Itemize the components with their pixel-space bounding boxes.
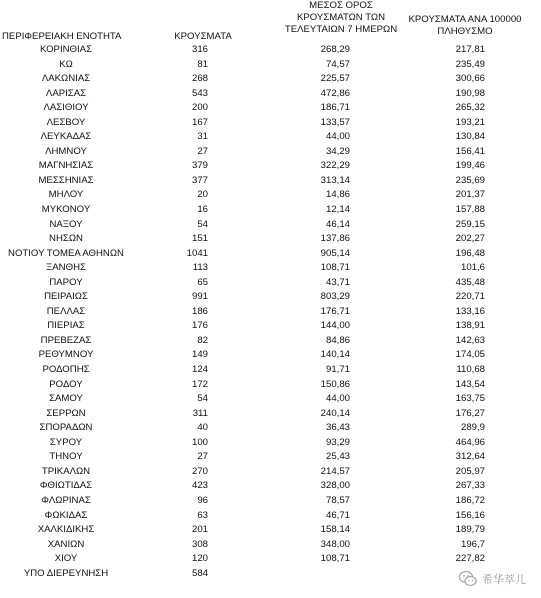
- average-cell: 225,57: [320, 73, 350, 85]
- column-header-region: ΠΕΡΙΦΕΡΕΙΑΚΗ ΕΝΟΤΗΤΑ: [2, 31, 122, 42]
- table-row: [0, 159, 541, 174]
- cases-cell: 311: [192, 407, 208, 419]
- region-cell: ΣΠΟΡΑΔΩΝ: [39, 422, 93, 434]
- column-header-average-line-3: ΤΕΛΕΥΤΑΙΩΝ 7 ΗΜΕΡΩΝ: [284, 24, 398, 35]
- cases-cell: 124: [191, 364, 208, 376]
- region-cell: ΞΑΝΘΗΣ: [46, 262, 86, 274]
- wechat-icon: [458, 569, 478, 589]
- table-row: [0, 509, 541, 524]
- per-100k-cell: 267,33: [455, 480, 485, 492]
- per-100k-cell: 156,41: [455, 145, 485, 157]
- table-row: [0, 421, 541, 436]
- per-100k-cell: 143,54: [455, 378, 485, 390]
- region-cell: ΚΩ: [59, 58, 73, 70]
- cases-cell: 81: [197, 58, 208, 70]
- column-header-average: [270, 0, 412, 36]
- region-cell: ΛΑΣΙΘΙΟΥ: [43, 102, 89, 114]
- column-header-average-line-2: ΚΡΟΥΣΜΑΤΩΝ ΤΩΝ: [296, 12, 386, 23]
- column-header-cases: ΚΡΟΥΣΜΑΤΑ: [174, 31, 232, 42]
- table-row: [0, 392, 541, 407]
- average-cell: 144,00: [320, 320, 350, 332]
- average-cell: 803,29: [320, 291, 350, 303]
- table-row: [0, 87, 541, 102]
- average-cell: 268,29: [320, 44, 350, 55]
- per-100k-cell: 193,21: [455, 116, 485, 128]
- cases-cell: 149: [191, 349, 208, 361]
- average-cell: 214,57: [320, 465, 350, 477]
- table-row: [0, 58, 541, 73]
- average-cell: 84,86: [325, 334, 350, 346]
- region-cell: ΦΘΙΩΤΙΔΑΣ: [39, 480, 93, 492]
- region-cell: ΡΟΔΟΥ: [49, 378, 83, 390]
- average-cell: 43,71: [325, 276, 350, 288]
- per-100k-cell: 186,72: [455, 494, 485, 506]
- region-cell: ΡΟΔΟΠΗΣ: [42, 364, 90, 376]
- region-cell: ΛΑΚΩΝΙΑΣ: [41, 73, 91, 85]
- cases-cell: 379: [191, 160, 208, 172]
- table-row: [0, 363, 541, 378]
- table-row: [0, 378, 541, 393]
- region-cell: ΤΡΙΚΑΛΩΝ: [41, 465, 91, 477]
- per-100k-cell: 220,71: [455, 291, 485, 303]
- region-cell: ΝΟΤΙΟΥ ΤΟΜΕΑ ΑΘΗΝΩΝ: [8, 247, 124, 259]
- average-cell: 328,00: [320, 480, 350, 492]
- table-row: [0, 538, 541, 553]
- table-row: [0, 276, 541, 291]
- average-cell: 74,57: [325, 58, 350, 70]
- region-cell: ΤΗΝΟΥ: [49, 451, 83, 463]
- per-100k-cell: 202,27: [455, 233, 485, 245]
- cases-cell: 308: [191, 538, 208, 550]
- region-cell: ΡΕΘΥΜΝΟΥ: [38, 349, 94, 361]
- table-row: [0, 101, 541, 116]
- table-row: [0, 261, 541, 276]
- column-header-per-100k-line-1: ΚΡΟΥΣΜΑΤΑ ΑΝΑ 100000: [408, 14, 522, 25]
- table-row: [0, 494, 541, 509]
- region-cell: ΝΑΞΟΥ: [49, 218, 83, 230]
- per-100k-cell: 235,69: [455, 174, 485, 186]
- table-row: [0, 552, 541, 567]
- cases-cell: 186: [191, 305, 208, 317]
- region-cell: ΜΗΛΟΥ: [48, 189, 84, 201]
- cases-table-body: [0, 43, 541, 581]
- region-cell: ΝΗΣΩΝ: [49, 233, 83, 245]
- column-header-per-100k: [400, 14, 530, 38]
- per-100k-cell: 312,64: [455, 451, 485, 463]
- cases-cell: 201: [191, 524, 208, 536]
- average-cell: 158,14: [320, 524, 350, 536]
- cases-cell: 27: [197, 145, 208, 157]
- watermark-text: 希华萃儿: [482, 574, 526, 586]
- table-row: [0, 348, 541, 363]
- cases-cell: 268: [191, 73, 208, 85]
- per-100k-cell: 196,7: [460, 538, 485, 550]
- per-100k-cell: 464,96: [455, 436, 485, 448]
- average-cell: 313,14: [320, 174, 350, 186]
- region-cell: ΧΑΛΚΙΔΙΚΗΣ: [37, 524, 95, 536]
- cases-cell: 151: [191, 233, 208, 245]
- average-cell: 322,29: [320, 160, 350, 172]
- average-cell: 46,14: [325, 218, 350, 230]
- average-cell: 348,00: [320, 538, 350, 550]
- per-100k-cell: 201,37: [455, 189, 485, 201]
- region-cell: ΣΥΡΟΥ: [49, 436, 83, 448]
- average-cell: 34,29: [325, 145, 350, 157]
- cases-cell: 423: [191, 480, 208, 492]
- region-cell: ΠΕΛΛΑΣ: [46, 305, 86, 317]
- per-100k-cell: 142,63: [455, 334, 485, 346]
- region-cell: ΚΟΡΙΝΘΙΑΣ: [39, 44, 93, 55]
- table-row: [0, 174, 541, 189]
- cases-cell: 20: [197, 189, 208, 201]
- cases-cell: 200: [191, 102, 208, 114]
- table-row: [0, 72, 541, 87]
- cases-cell: 584: [191, 567, 208, 579]
- cases-cell: 270: [191, 465, 208, 477]
- per-100k-cell: 163,75: [455, 393, 485, 405]
- cases-cell: 176: [191, 320, 208, 332]
- region-cell: ΠΙΕΡΙΑΣ: [47, 320, 85, 332]
- per-100k-cell: 190,98: [455, 87, 485, 99]
- per-100k-cell: 130,84: [455, 131, 485, 143]
- region-cell: ΜΥΚΟΝΟΥ: [41, 204, 91, 216]
- per-100k-cell: 189,79: [455, 524, 485, 536]
- per-100k-cell: 259,15: [455, 218, 485, 230]
- region-cell: ΠΕΙΡΑΙΩΣ: [44, 291, 88, 303]
- cases-cell: 31: [197, 131, 208, 143]
- per-100k-cell: 156,16: [455, 509, 485, 521]
- average-cell: 133,57: [320, 116, 350, 128]
- column-header-per-100k-line-2: ΠΛΗΘΥΣΜΟ: [437, 26, 493, 37]
- region-cell: ΜΑΓΝΗΣΙΑΣ: [38, 160, 94, 172]
- average-cell: 137,86: [320, 233, 350, 245]
- cases-cell: 991: [191, 291, 208, 303]
- cases-cell: 543: [191, 87, 208, 99]
- per-100k-cell: 217,81: [455, 44, 485, 55]
- table-row: [0, 334, 541, 349]
- per-100k-cell: 157,88: [455, 204, 485, 216]
- table-row: [0, 407, 541, 422]
- region-cell: ΥΠΟ ΔΙΕΡΕΥΝΗΣΗ: [23, 567, 109, 579]
- cases-cell: 27: [197, 451, 208, 463]
- table-row: [0, 523, 541, 538]
- region-cell: ΦΩΚΙΔΑΣ: [44, 509, 88, 521]
- per-100k-cell: 199,46: [455, 160, 485, 172]
- per-100k-cell: 110,68: [456, 364, 485, 376]
- average-cell: 140,14: [320, 349, 350, 361]
- table-row: [0, 188, 541, 203]
- average-cell: 44,00: [325, 131, 350, 143]
- region-cell: ΧΑΝΙΩΝ: [47, 538, 85, 550]
- table-row: [0, 290, 541, 305]
- average-cell: 25,43: [325, 451, 350, 463]
- cases-cell: 100: [191, 436, 208, 448]
- cases-cell: 172: [191, 378, 208, 390]
- cases-cell: 63: [197, 509, 208, 521]
- per-100k-cell: 435,48: [455, 276, 485, 288]
- table-row: [0, 319, 541, 334]
- cases-cell: 54: [197, 393, 208, 405]
- table-row: [0, 305, 541, 320]
- average-cell: 91,71: [325, 364, 350, 376]
- table-row: [0, 479, 541, 494]
- per-100k-cell: 235,49: [455, 58, 485, 70]
- average-cell: 176,71: [320, 305, 350, 317]
- per-100k-cell: 300,66: [455, 73, 485, 85]
- cases-cell: 120: [191, 553, 208, 565]
- cases-cell: 65: [197, 276, 208, 288]
- average-cell: 12,14: [325, 204, 350, 216]
- average-cell: 472,86: [320, 87, 350, 99]
- cases-cell: 54: [197, 218, 208, 230]
- cases-cell: 40: [197, 422, 208, 434]
- cases-cell: 82: [197, 334, 208, 346]
- column-header-average-line-1: ΜΕΣΟΣ ΟΡΟΣ: [309, 0, 373, 11]
- region-cell: ΛΕΣΒΟΥ: [46, 116, 86, 128]
- average-cell: 150,86: [320, 378, 350, 390]
- table-row: [0, 203, 541, 218]
- per-100k-cell: 196,48: [455, 247, 485, 259]
- average-cell: 93,29: [325, 436, 350, 448]
- region-cell: ΣΑΜΟΥ: [49, 393, 83, 405]
- table-row: [0, 145, 541, 160]
- average-cell: 36,43: [325, 422, 350, 434]
- cases-cell: 16: [197, 204, 208, 216]
- average-cell: 78,57: [325, 494, 350, 506]
- cases-cell: 167: [191, 116, 208, 128]
- table-row: [0, 130, 541, 145]
- table-row: [0, 232, 541, 247]
- per-100k-cell: 289,9: [460, 422, 485, 434]
- per-100k-cell: 133,16: [455, 305, 485, 317]
- per-100k-cell: 265,32: [455, 102, 485, 114]
- table-row: [0, 247, 541, 262]
- region-cell: ΛΕΥΚΑΔΑΣ: [40, 131, 92, 143]
- average-cell: 46,71: [325, 509, 350, 521]
- average-cell: 240,14: [320, 407, 350, 419]
- watermark: [458, 568, 526, 590]
- per-100k-cell: 174,05: [455, 349, 485, 361]
- cases-cell: 316: [191, 44, 208, 55]
- region-cell: ΜΕΣΣΗΝΙΑΣ: [38, 174, 94, 186]
- region-cell: ΣΕΡΡΩΝ: [46, 407, 86, 419]
- per-100k-cell: 138,91: [455, 320, 485, 332]
- table-row: [0, 116, 541, 131]
- region-cell: ΛΑΡΙΣΑΣ: [45, 87, 87, 99]
- per-100k-cell: 176,27: [455, 407, 485, 419]
- average-cell: 108,71: [320, 262, 350, 274]
- average-cell: 14,86: [325, 189, 350, 201]
- cases-cell: 377: [191, 174, 208, 186]
- table-row: [0, 218, 541, 233]
- region-cell: ΠΑΡΟΥ: [49, 276, 83, 288]
- table-row: [0, 436, 541, 451]
- cases-cell: 113: [192, 262, 208, 274]
- region-cell: ΦΛΩΡΙΝΑΣ: [41, 494, 91, 506]
- table-row: [0, 450, 541, 465]
- average-cell: 44,00: [325, 393, 350, 405]
- per-100k-cell: 227,82: [455, 553, 485, 565]
- cases-cell: 96: [197, 494, 208, 506]
- per-100k-cell: 101,6: [460, 262, 485, 274]
- table-row: [0, 465, 541, 480]
- region-cell: ΧΙΟΥ: [54, 553, 78, 565]
- region-cell: ΠΡΕΒΕΖΑΣ: [40, 334, 92, 346]
- per-100k-cell: 205,97: [455, 465, 485, 477]
- table-row: [0, 43, 541, 58]
- average-cell: 108,71: [320, 553, 350, 565]
- average-cell: 186,71: [320, 102, 350, 114]
- average-cell: 905,14: [320, 247, 350, 259]
- region-cell: ΛΗΜΝΟΥ: [45, 145, 87, 157]
- cases-cell: 1041: [186, 247, 208, 259]
